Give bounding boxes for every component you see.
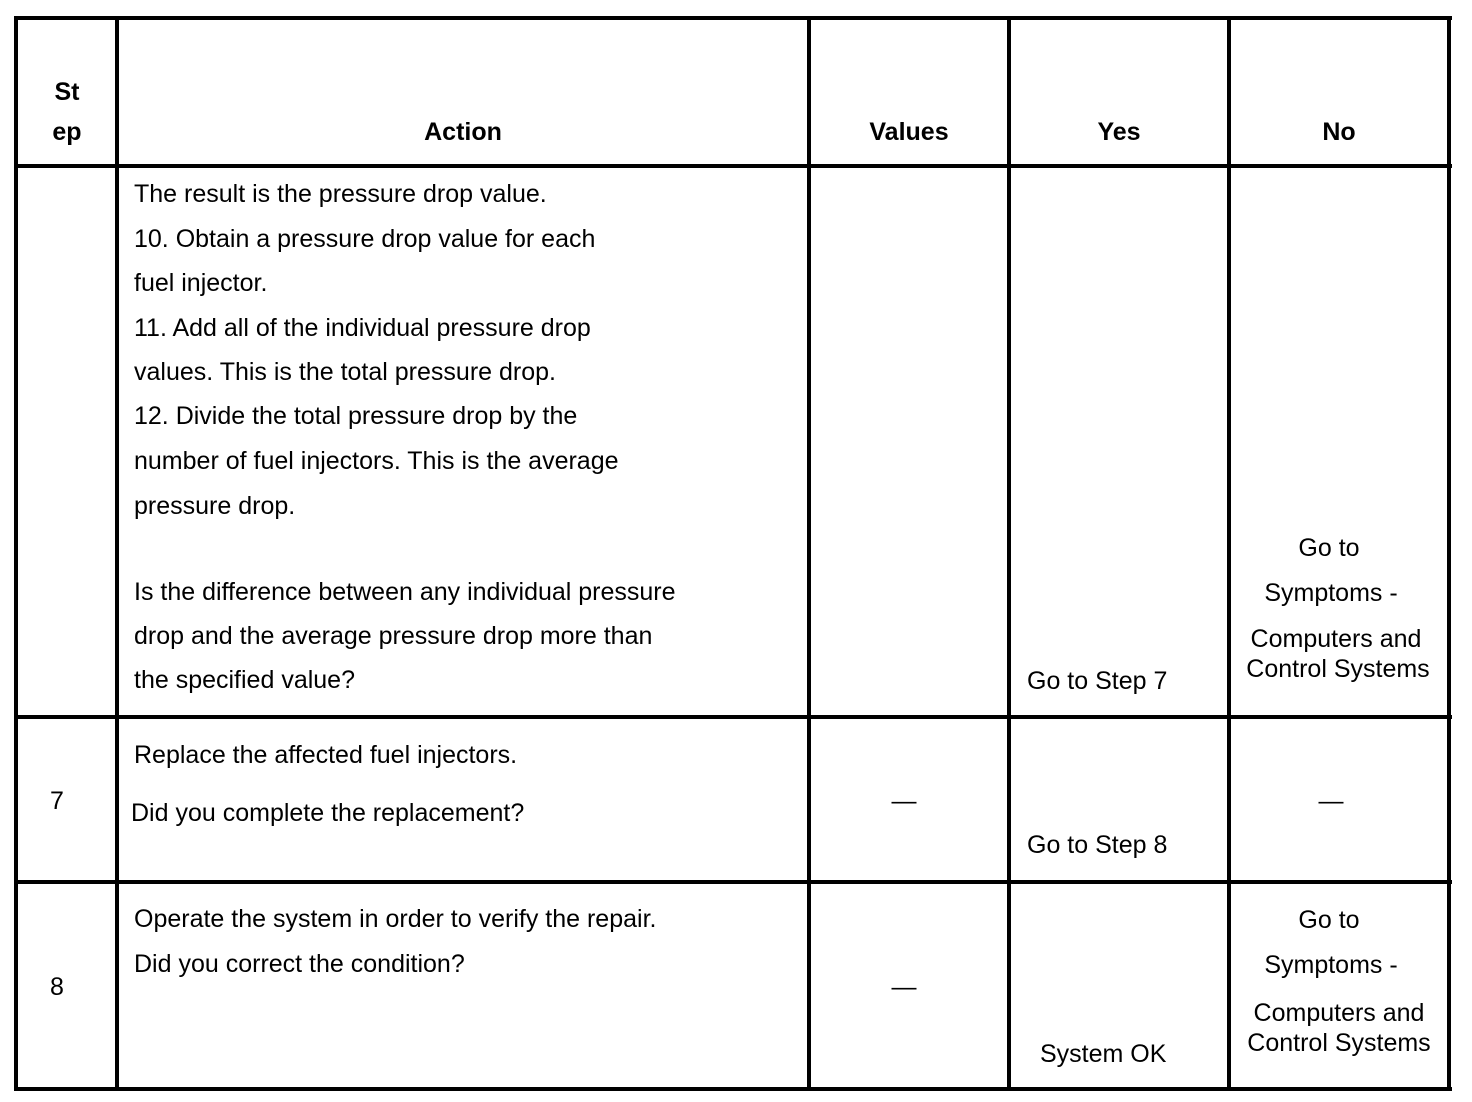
- values-yes-divider: [1007, 16, 1011, 1091]
- header-values: Values: [869, 118, 949, 146]
- table-top-border: [14, 16, 1452, 20]
- header-step-line1: St: [54, 78, 80, 106]
- header-no: No: [1322, 118, 1356, 146]
- row1-bottom-border: [14, 715, 1452, 719]
- action-line: 10. Obtain a pressure drop value for each: [134, 225, 596, 253]
- yes-cell: Go to Step 7: [1027, 667, 1168, 695]
- table-right-border: [1447, 16, 1451, 1091]
- action-line: Replace the affected fuel injectors.: [134, 741, 518, 769]
- no-cell-line: Go to: [1298, 906, 1360, 934]
- action-line: 12. Divide the total pressure drop by the: [134, 402, 578, 430]
- step-number: 7: [50, 787, 64, 815]
- action-line: Is the difference between any individual pressure: [134, 578, 676, 606]
- no-cell-line: Symptoms -: [1264, 579, 1398, 607]
- no-cell-line: Control Systems: [1247, 1029, 1431, 1057]
- action-line: pressure drop.: [134, 492, 296, 520]
- action-line: fuel injector.: [134, 269, 268, 297]
- action-line: Operate the system in order to verify the repair.: [134, 905, 657, 933]
- table-bottom-border: [14, 1087, 1452, 1091]
- action-line: Did you complete the replacement?: [131, 799, 525, 827]
- step-number: 8: [50, 973, 64, 1001]
- no-cell: —: [1318, 787, 1344, 815]
- action-line: 11. Add all of the individual pressure drop: [134, 314, 591, 342]
- header-yes: Yes: [1097, 118, 1141, 146]
- no-cell-line: Symptoms -: [1264, 951, 1398, 979]
- no-cell-line: Computers and: [1250, 625, 1422, 653]
- table-left-border: [14, 16, 18, 1091]
- step-action-divider: [115, 16, 119, 1091]
- no-cell-line: Go to: [1298, 534, 1360, 562]
- values-cell: —: [891, 973, 917, 1001]
- action-line: Did you correct the condition?: [134, 950, 465, 978]
- yes-cell: System OK: [1040, 1040, 1167, 1068]
- action-line: number of fuel injectors. This is the average: [134, 447, 619, 475]
- header-action: Action: [424, 118, 502, 146]
- action-values-divider: [807, 16, 811, 1091]
- action-line: values. This is the total pressure drop.: [134, 358, 556, 386]
- values-cell: —: [891, 787, 917, 815]
- no-cell-line: Control Systems: [1246, 655, 1430, 683]
- action-line: drop and the average pressure drop more than: [134, 622, 653, 650]
- header-step-line2: ep: [52, 118, 82, 146]
- no-cell-line: Computers and: [1253, 999, 1425, 1027]
- action-line: the specified value?: [134, 666, 355, 694]
- header-bottom-border: [14, 164, 1452, 168]
- row2-bottom-border: [14, 880, 1452, 884]
- yes-cell: Go to Step 8: [1027, 831, 1168, 859]
- action-line: The result is the pressure drop value.: [134, 180, 547, 208]
